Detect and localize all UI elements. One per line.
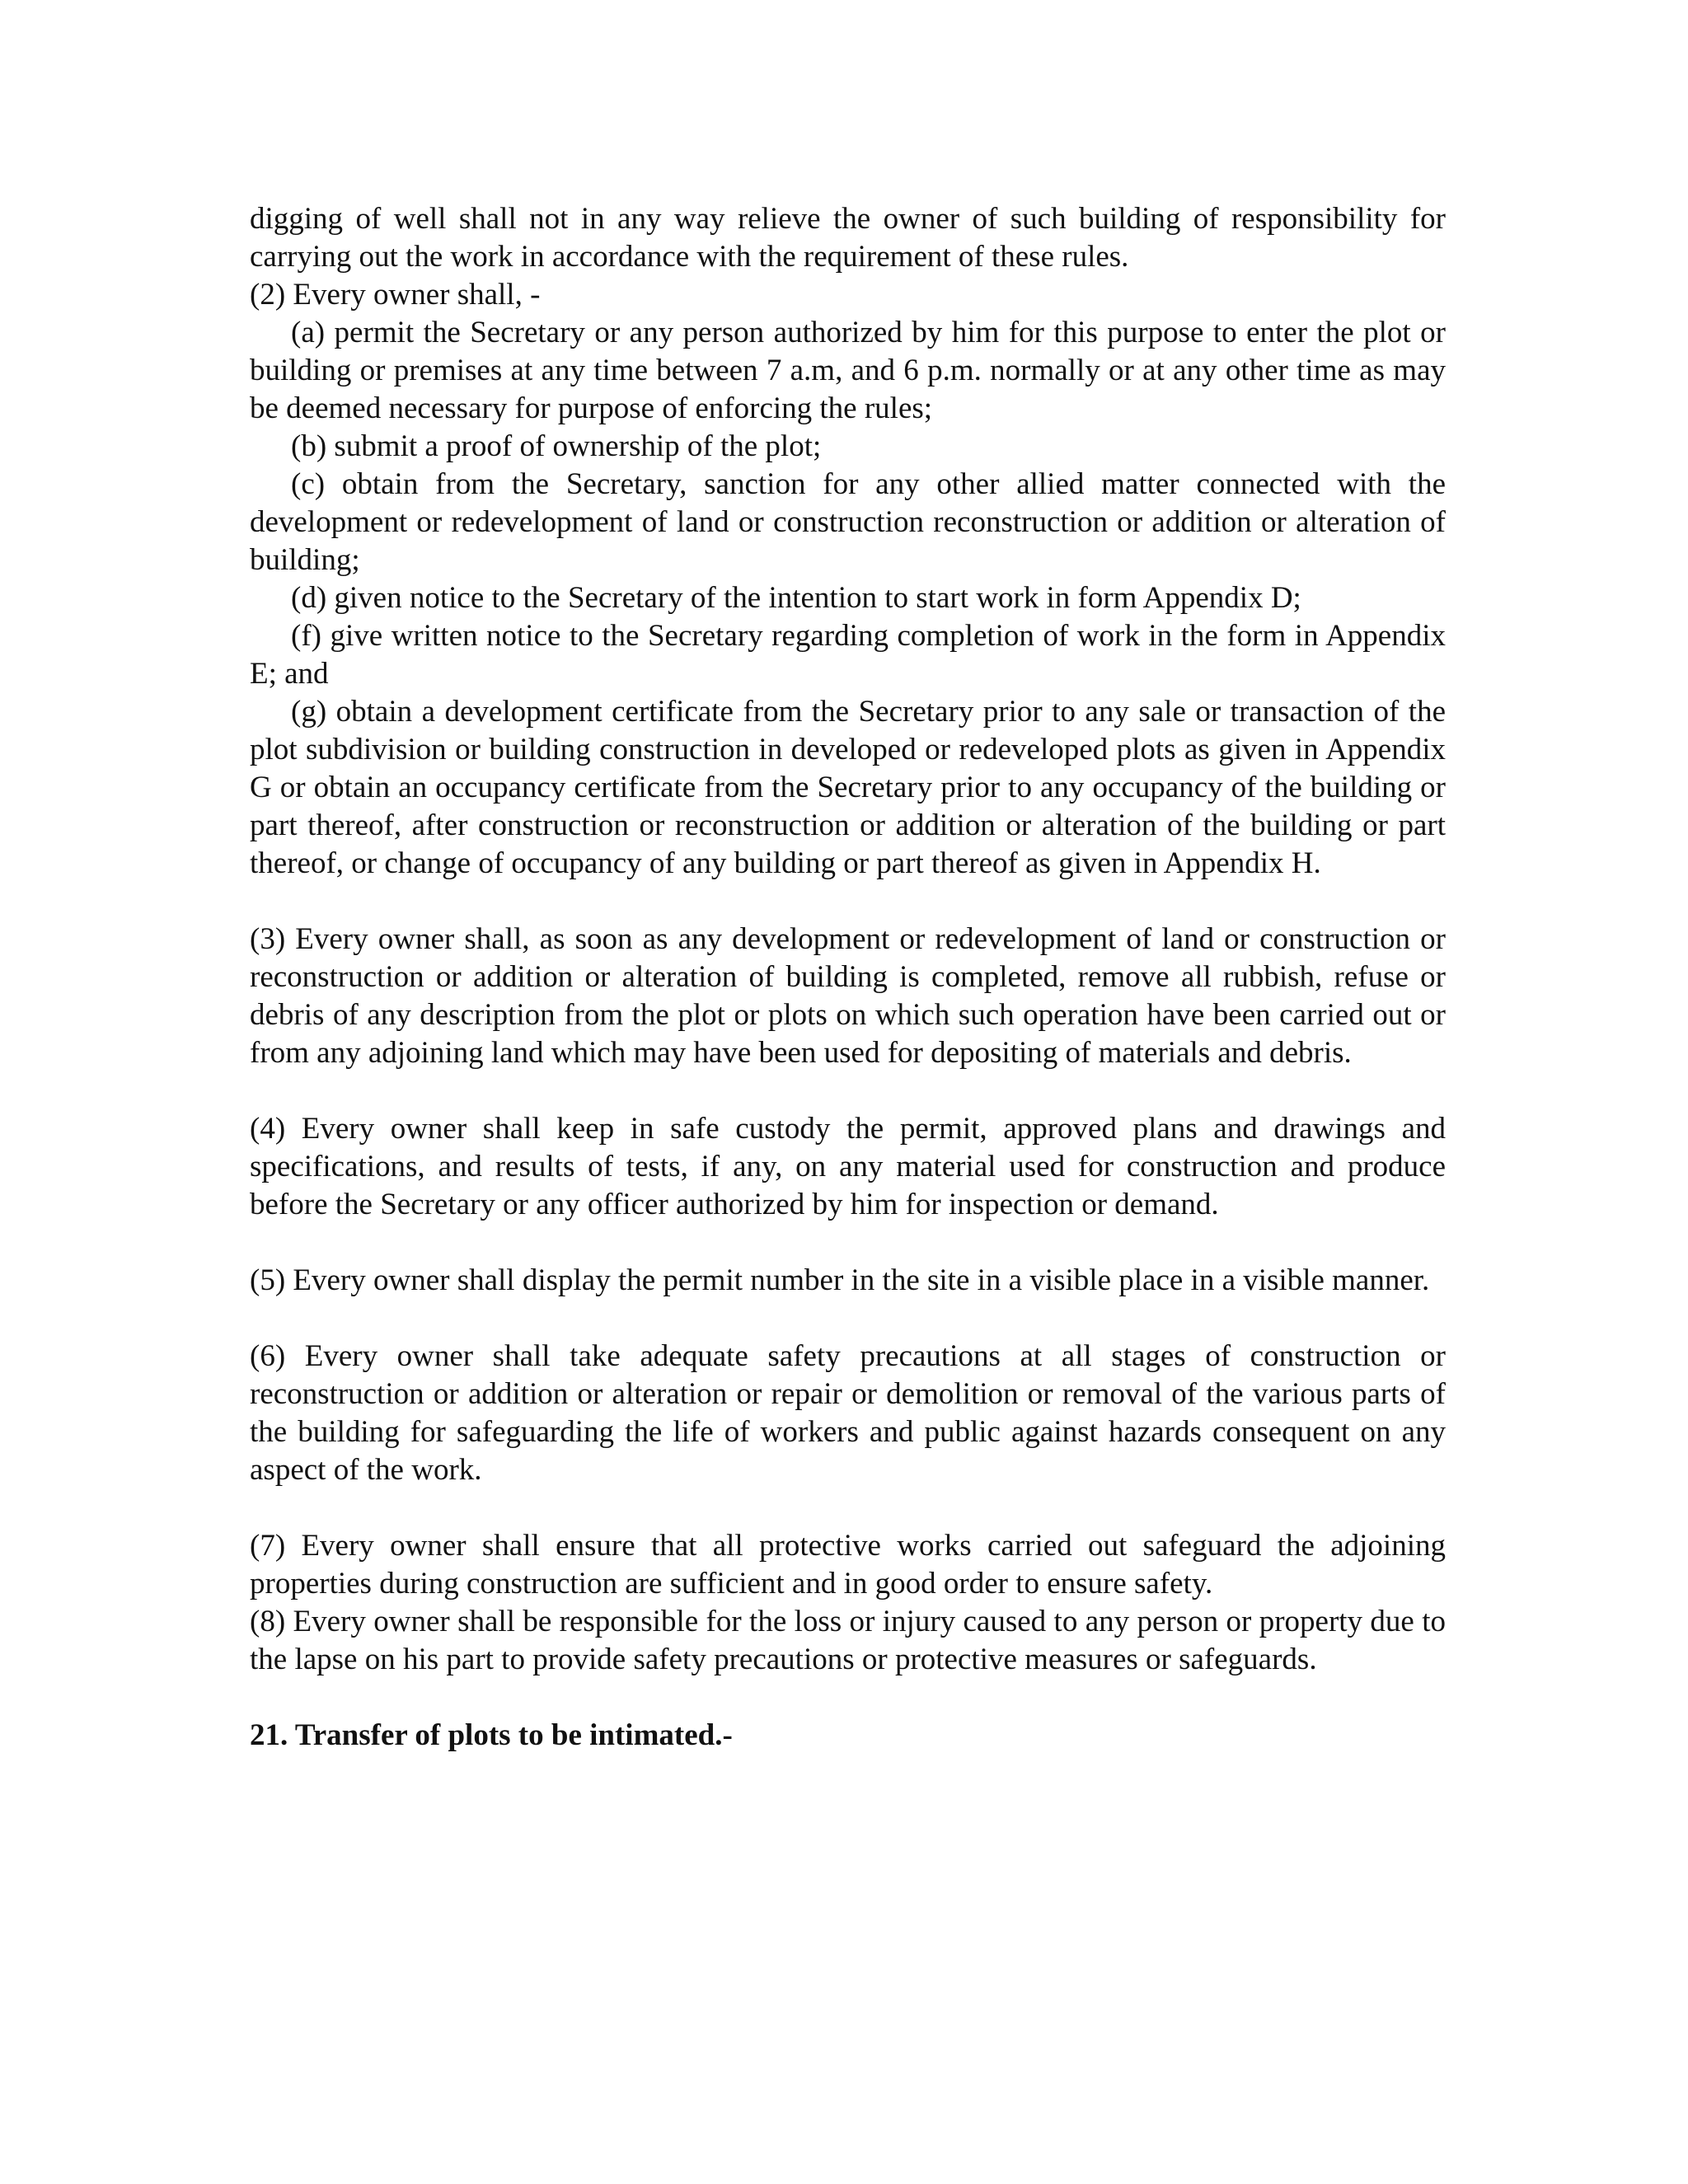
clause-2b: (b) submit a proof of ownership of the plot; [291,429,822,463]
section-heading: 21. Transfer of plots to be intimated.- [250,1718,733,1752]
document-body [250,200,1446,1785]
paragraph-2-intro: (2) Every owner shall, - [250,278,541,312]
paragraph-3: (3) Every owner shall, as soon as any development or redevelopment of land or construction or reconstruction or addition or alteration of building is completed, remove all rubbish, refuse or debris of any description from the plot or plots on which such operation have been carried out or from any adjoining land which may have been used for depositing of materials and debris. [250,922,1446,1070]
paragraph-7: (7) Every owner shall ensure that all protective works carried out safeguard the adjoining properties during construction are sufficient and in good order to ensure safety. [250,1529,1446,1601]
clause-2c: (c) obtain from the Secretary, sanction for any other allied matter connected with the development or redevelopment of land or construction reconstruction or addition or alteration of building; [250,467,1446,577]
clause-2f: (f) give written notice to the Secretary regarding completion of work in the form in Appendix E; and [250,619,1446,691]
paragraph-6: (6) Every owner shall take adequate safety precautions at all stages of construction or reconstruction or addition or alteration or repair or demolition or removal of the various parts of the building for safeguarding the life of workers and public against hazards consequent on any aspect of the work. [250,1339,1446,1487]
clause-2g: (g) obtain a development certificate from the Secretary prior to any sale or transaction of the plot subdivision or building construction in developed or redeveloped plots as given in Appendix G or obtain an occupancy certificate from the Secretary prior to any occupancy of the building or part thereof, after construction or reconstruction or addition or alteration of the building or part thereof, or change of occupancy of any building or part thereof as given in Appendix H. [250,695,1446,880]
paragraph-4: (4) Every owner shall keep in safe custody the permit, approved plans and drawings and specifications, and results of tests, if any, on any material used for construction and produce before the Secretary or any officer authorized by him for inspection or demand. [250,1112,1446,1221]
clause-2d: (d) given notice to the Secretary of the intention to start work in form Appendix D; [291,581,1301,615]
paragraph-continuation: digging of well shall not in any way relieve the owner of such building of responsibility for carrying out the work in accordance with the requirement of these rules. [250,202,1446,274]
clause-2a: (a) permit the Secretary or any person authorized by him for this purpose to enter the plot or building or premises at any time between 7 a.m, and 6 p.m. normally or at any other time as may be deemed necessary for purpose of enforcing the rules; [250,316,1446,425]
paragraph-8: (8) Every owner shall be responsible for the loss or injury caused to any person or property due to the lapse on his part to provide safety precautions or protective measures or safeguards. [250,1605,1446,1676]
paragraph-5: (5) Every owner shall display the permit number in the site in a visible place in a visible manner. [250,1263,1430,1297]
